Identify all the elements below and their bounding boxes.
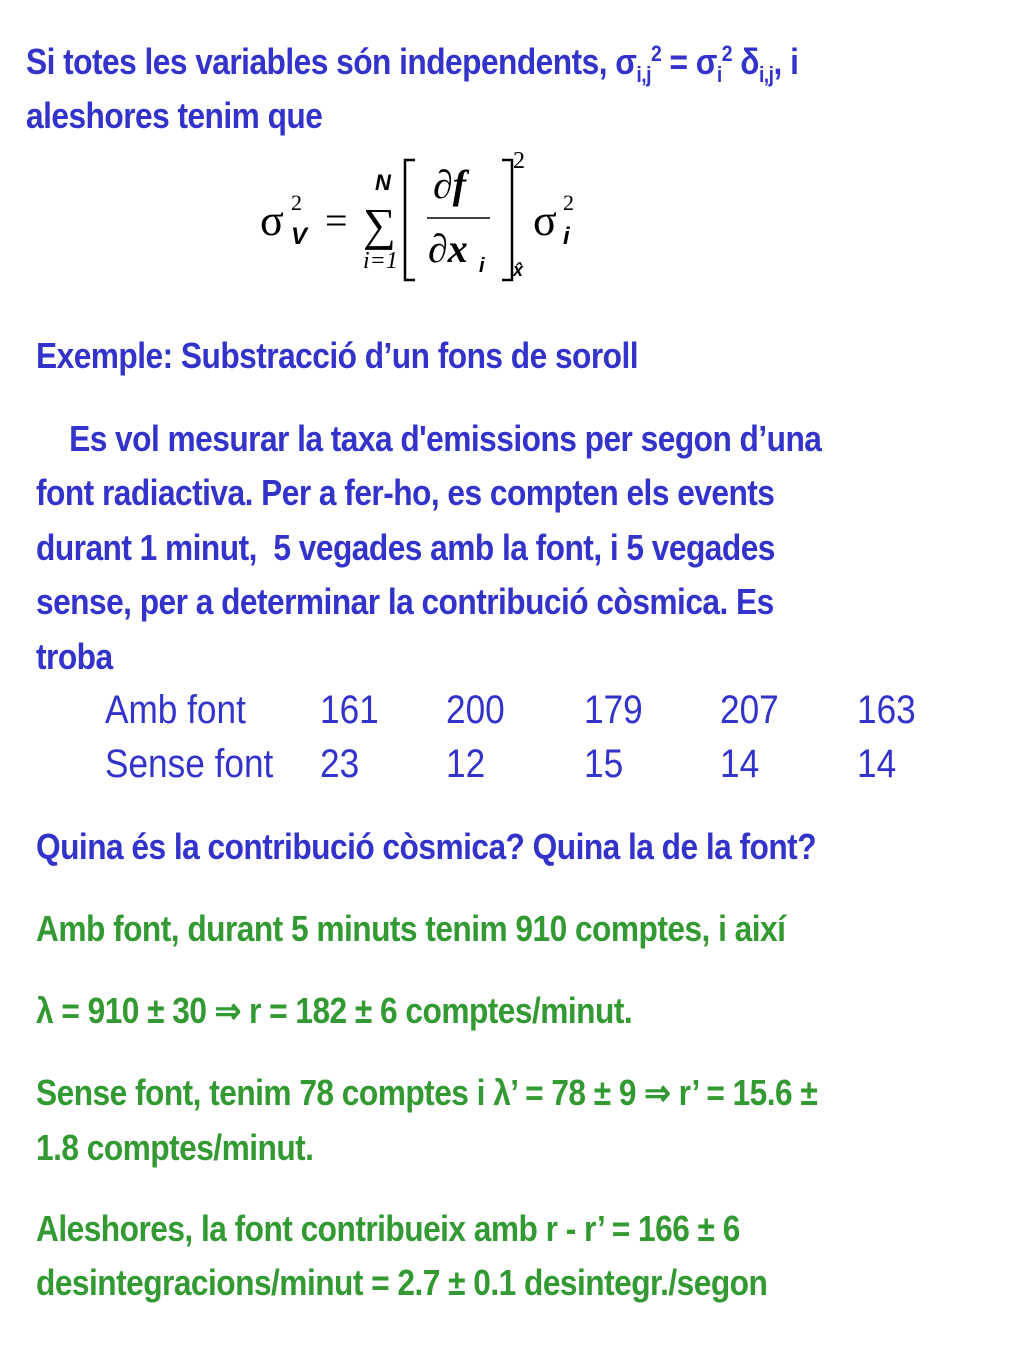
table-cell: 200 [446, 688, 505, 732]
equals-sign: = [325, 198, 348, 243]
sigma-i-sub: i [563, 223, 570, 250]
subscript-i: i [716, 62, 722, 88]
table-cell: 23 [320, 742, 360, 786]
numerator: ∂f [433, 162, 467, 207]
space [732, 41, 740, 82]
eval-point: x̂ [513, 260, 524, 280]
table-cell: 163 [857, 688, 916, 732]
denominator: ∂x [428, 226, 468, 271]
intro-text: Si totes les variables són independents, [26, 41, 616, 82]
paragraph-line-2: font radiactiva. Per a fer-ho, es compten els events [36, 472, 775, 513]
table-row-label: Amb font [105, 688, 246, 732]
table-cell: 179 [584, 688, 643, 732]
paragraph-line-1: Es vol mesurar la taxa d'emissions per segon d’una [36, 418, 822, 459]
sub-v: V [291, 223, 308, 250]
table-cell: 14 [857, 742, 897, 786]
variance-formula [255, 140, 595, 290]
intro-line-1 [26, 41, 799, 88]
sup-2: 2 [291, 190, 302, 215]
intro-line-2: aleshores tenim que [26, 95, 323, 136]
sigma-v: σ [260, 196, 284, 245]
denominator-sub: i [479, 255, 485, 277]
sigma-symbol: σ [615, 41, 637, 82]
table-cell: 12 [446, 742, 486, 786]
subscript-ij: i,j [636, 62, 651, 88]
sum-upper: N [375, 170, 391, 195]
intro-end: , i [773, 41, 799, 82]
delta-symbol: δ [740, 41, 759, 82]
sigma-i-sup: 2 [563, 190, 574, 215]
paragraph-line-5: troba [36, 636, 113, 677]
sigma-i: σ [533, 196, 557, 245]
table-cell: 207 [720, 688, 779, 732]
solution-line-6: desintegracions/minut = 2.7 ± 0.1 desintegr./segon [36, 1262, 768, 1303]
sum-lower: i=1 [363, 248, 398, 274]
table-row-label: Sense font [105, 742, 274, 786]
solution-line-5: Aleshores, la font contribueix amb r - r’ = 166 ± 6 [36, 1208, 740, 1249]
solution-line-4: 1.8 comptes/minut. [36, 1127, 314, 1168]
equals: = [661, 41, 696, 82]
example-title: Exemple: Substracció d’un fons de soroll [36, 335, 639, 376]
paragraph-line-3: durant 1 minut, 5 vegades amb la font, i 5 vegades [36, 527, 775, 568]
superscript-2: 2 [650, 41, 662, 66]
superscript-2: 2 [721, 41, 732, 66]
paragraph-line-4: sense, per a determinar la contribució còsmica. Es [36, 581, 774, 622]
solution-line-3: Sense font, tenim 78 comptes i λ’ = 78 ± 9 ⇒ r’ = 15.6 ± [36, 1072, 818, 1113]
question: Quina és la contribució còsmica? Quina la de la font? [36, 826, 817, 867]
left-bracket [405, 160, 415, 280]
sum-symbol: ∑ [363, 199, 396, 250]
sigma-symbol: σ [695, 41, 717, 82]
subscript-ij: i,j [758, 62, 774, 88]
right-bracket [502, 160, 512, 280]
solution-line-1: Amb font, durant 5 minuts tenim 910 comptes, i així [36, 908, 786, 949]
table-cell: 15 [584, 742, 624, 786]
bracket-power: 2 [513, 148, 525, 174]
solution-line-2: λ = 910 ± 30 ⇒ r = 182 ± 6 comptes/minut. [36, 990, 633, 1031]
table-cell: 14 [720, 742, 760, 786]
table-cell: 161 [320, 688, 379, 732]
